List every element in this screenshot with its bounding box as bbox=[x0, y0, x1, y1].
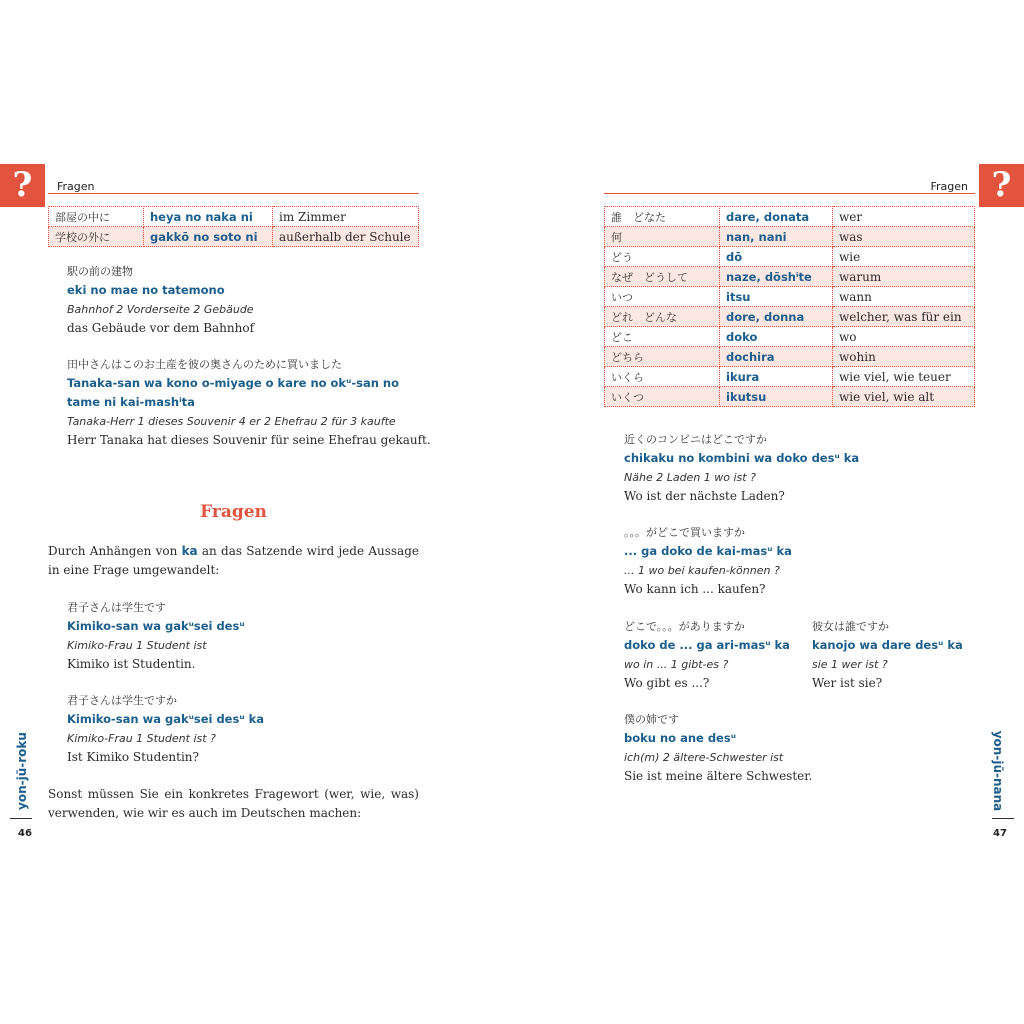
table-cell-romaji: ikura bbox=[720, 367, 833, 387]
example-romaji: chikaku no kombini wa doko desᵘ ka bbox=[624, 451, 860, 465]
page-side-label: yon-jū-nana bbox=[991, 730, 1005, 812]
intro-paragraph bbox=[48, 542, 419, 580]
keyword-ka: ka bbox=[181, 544, 198, 558]
example-gloss: Nähe 2 Laden 1 wo ist ? bbox=[624, 471, 756, 484]
example-gloss: Tanaka-Herr 1 dieses Souvenir 4 er 2 Ehefrau 2 für 3 kaufte bbox=[67, 415, 396, 428]
example-romaji: eki no mae no tatemono bbox=[67, 283, 225, 297]
example-romaji: Kimiko-san wa gakᵘsei desᵘ ka bbox=[67, 712, 264, 726]
table-cell-de: wie viel, wie alt bbox=[833, 387, 975, 407]
table-cell-romaji: naze, dōshⁱte bbox=[720, 267, 833, 287]
table-row bbox=[605, 247, 975, 267]
example-japanese: 君子さんは学生です bbox=[67, 601, 166, 614]
table-row bbox=[49, 207, 419, 227]
table-cell-romaji: dō bbox=[720, 247, 833, 267]
table-cell-de: welcher, was für ein bbox=[833, 307, 975, 327]
table-cell-romaji: dore, donna bbox=[720, 307, 833, 327]
table-cell-de: wie viel, wie teuer bbox=[833, 367, 975, 387]
example-block bbox=[624, 710, 813, 786]
table-row bbox=[605, 367, 975, 387]
table-cell-romaji: nan, nani bbox=[720, 227, 833, 247]
example-romaji: doko de ... ga ari-masᵘ ka bbox=[624, 638, 790, 652]
example-block bbox=[624, 617, 790, 693]
table-cell-jp: なぜ どうして bbox=[605, 267, 720, 287]
example-japanese: 近くのコンビニはどこですか bbox=[624, 433, 767, 446]
example-gloss: Bahnhof 2 Vorderseite 2 Gebäude bbox=[67, 303, 254, 316]
example-translation: Wo kann ich ... kaufen? bbox=[624, 582, 766, 596]
table-row bbox=[605, 267, 975, 287]
table-cell-jp: 学校の外に bbox=[49, 227, 144, 247]
table-cell-de: außerhalb der Schule bbox=[273, 227, 419, 247]
table-row bbox=[605, 207, 975, 227]
table-cell-jp: どれ どんな bbox=[605, 307, 720, 327]
example-translation: Sie ist meine ältere Schwester. bbox=[624, 769, 813, 783]
example-japanese: 田中さんはこのお土産を彼の奥さんのために買いました bbox=[67, 358, 342, 371]
table-row bbox=[605, 287, 975, 307]
table-cell-de: wann bbox=[833, 287, 975, 307]
intro-text: an das Satzende wird jede Aussage in eine Frage umgewandelt: bbox=[48, 544, 419, 577]
example-translation: Wer ist sie? bbox=[812, 676, 883, 690]
table-cell-jp: 何 bbox=[605, 227, 720, 247]
running-header-right: Fragen bbox=[930, 180, 968, 193]
table-cell-romaji: itsu bbox=[720, 287, 833, 307]
header-rule-right bbox=[604, 193, 975, 194]
table-cell-jp: 誰 どなた bbox=[605, 207, 720, 227]
table-cell-romaji: gakkō no soto ni bbox=[144, 227, 273, 247]
question-mark-icon: ? bbox=[979, 164, 1024, 207]
table-cell-jp: どこ bbox=[605, 327, 720, 347]
table-cell-de: wo bbox=[833, 327, 975, 347]
example-gloss: sie 1 wer ist ? bbox=[812, 658, 888, 671]
example-translation: Wo gibt es ...? bbox=[624, 676, 710, 690]
page-number: 47 bbox=[993, 828, 1007, 839]
example-japanese: 彼女は誰ですか bbox=[812, 620, 889, 633]
example-block bbox=[67, 355, 431, 450]
header-rule-left bbox=[48, 193, 419, 194]
example-block bbox=[67, 691, 264, 767]
page-number-rule bbox=[992, 818, 1014, 819]
page-number-rule bbox=[10, 818, 32, 819]
example-block bbox=[67, 598, 245, 674]
example-gloss: Kimiko-Frau 1 Student ist bbox=[67, 639, 207, 652]
example-romaji: Tanaka-san wa kono o-miyage o kare no okᵘ-san no bbox=[67, 376, 399, 390]
table-cell-jp: いつ bbox=[605, 287, 720, 307]
table-cell-de: wohin bbox=[833, 347, 975, 367]
table-row bbox=[605, 307, 975, 327]
intro-text: Durch Anhängen von bbox=[48, 544, 178, 558]
example-gloss: wo in ... 1 gibt-es ? bbox=[624, 658, 729, 671]
example-block bbox=[812, 617, 963, 693]
table-cell-de: warum bbox=[833, 267, 975, 287]
table-row bbox=[605, 387, 975, 407]
example-japanese: 君子さんは学生ですか bbox=[67, 694, 177, 707]
table-cell-de: im Zimmer bbox=[273, 207, 419, 227]
example-gloss: Kimiko-Frau 1 Student ist ? bbox=[67, 732, 216, 745]
table-cell-romaji: ikutsu bbox=[720, 387, 833, 407]
example-romaji: tame ni kai-mashⁱta bbox=[67, 395, 195, 409]
table-row bbox=[49, 227, 419, 247]
table-cell-jp: 部屋の中に bbox=[49, 207, 144, 227]
table-cell-de: wer bbox=[833, 207, 975, 227]
table-row bbox=[605, 327, 975, 347]
table-cell-jp: いくつ bbox=[605, 387, 720, 407]
example-romaji: ... ga doko de kai-masᵘ ka bbox=[624, 544, 792, 558]
example-gloss: ich(m) 2 ältere-Schwester ist bbox=[624, 751, 784, 764]
table-cell-jp: いくら bbox=[605, 367, 720, 387]
table-row bbox=[605, 227, 975, 247]
vocab-table-left bbox=[48, 206, 419, 247]
table-cell-jp: どう bbox=[605, 247, 720, 267]
example-japanese: 駅の前の建物 bbox=[67, 265, 133, 278]
example-block bbox=[624, 523, 792, 599]
table-cell-romaji: dare, donata bbox=[720, 207, 833, 227]
question-mark-icon: ? bbox=[0, 164, 45, 207]
table-cell-romaji: dochira bbox=[720, 347, 833, 367]
example-translation: Wo ist der nächste Laden? bbox=[624, 489, 785, 503]
example-japanese: どこで。。。がありますか bbox=[624, 620, 745, 633]
page-side-label: yon-jū-roku bbox=[15, 732, 29, 810]
table-cell-romaji: heya no naka ni bbox=[144, 207, 273, 227]
example-japanese: 僕の姉です bbox=[624, 713, 679, 726]
example-block bbox=[624, 430, 859, 506]
table-cell-de: was bbox=[833, 227, 975, 247]
page-number: 46 bbox=[18, 828, 32, 839]
example-romaji: Kimiko-san wa gakᵘsei desᵘ bbox=[67, 619, 245, 633]
example-gloss: ... 1 wo bei kaufen-können ? bbox=[624, 564, 780, 577]
example-romaji: boku no ane desᵘ bbox=[624, 731, 736, 745]
example-block bbox=[67, 262, 254, 338]
table-row bbox=[605, 347, 975, 367]
example-translation: das Gebäude vor dem Bahnhof bbox=[67, 321, 255, 335]
example-romaji: kanojo wa dare desᵘ ka bbox=[812, 638, 963, 652]
table-cell-de: wie bbox=[833, 247, 975, 267]
table-cell-romaji: doko bbox=[720, 327, 833, 347]
running-header-left: Fragen bbox=[57, 180, 95, 193]
vocab-table-right bbox=[604, 206, 975, 407]
example-translation: Kimiko ist Studentin. bbox=[67, 657, 196, 671]
example-japanese: 。。。がどこで買いますか bbox=[624, 526, 745, 539]
section-title: Fragen bbox=[200, 502, 267, 522]
example-translation: Herr Tanaka hat dieses Souvenir für seine Ehefrau gekauft. bbox=[67, 433, 431, 447]
table-cell-jp: どちら bbox=[605, 347, 720, 367]
closing-paragraph: Sonst müssen Sie ein konkretes Fragewort (wer, wie, was) verwenden, wie wir es auch im Deutschen machen: bbox=[48, 787, 419, 820]
example-translation: Ist Kimiko Studentin? bbox=[67, 750, 199, 764]
